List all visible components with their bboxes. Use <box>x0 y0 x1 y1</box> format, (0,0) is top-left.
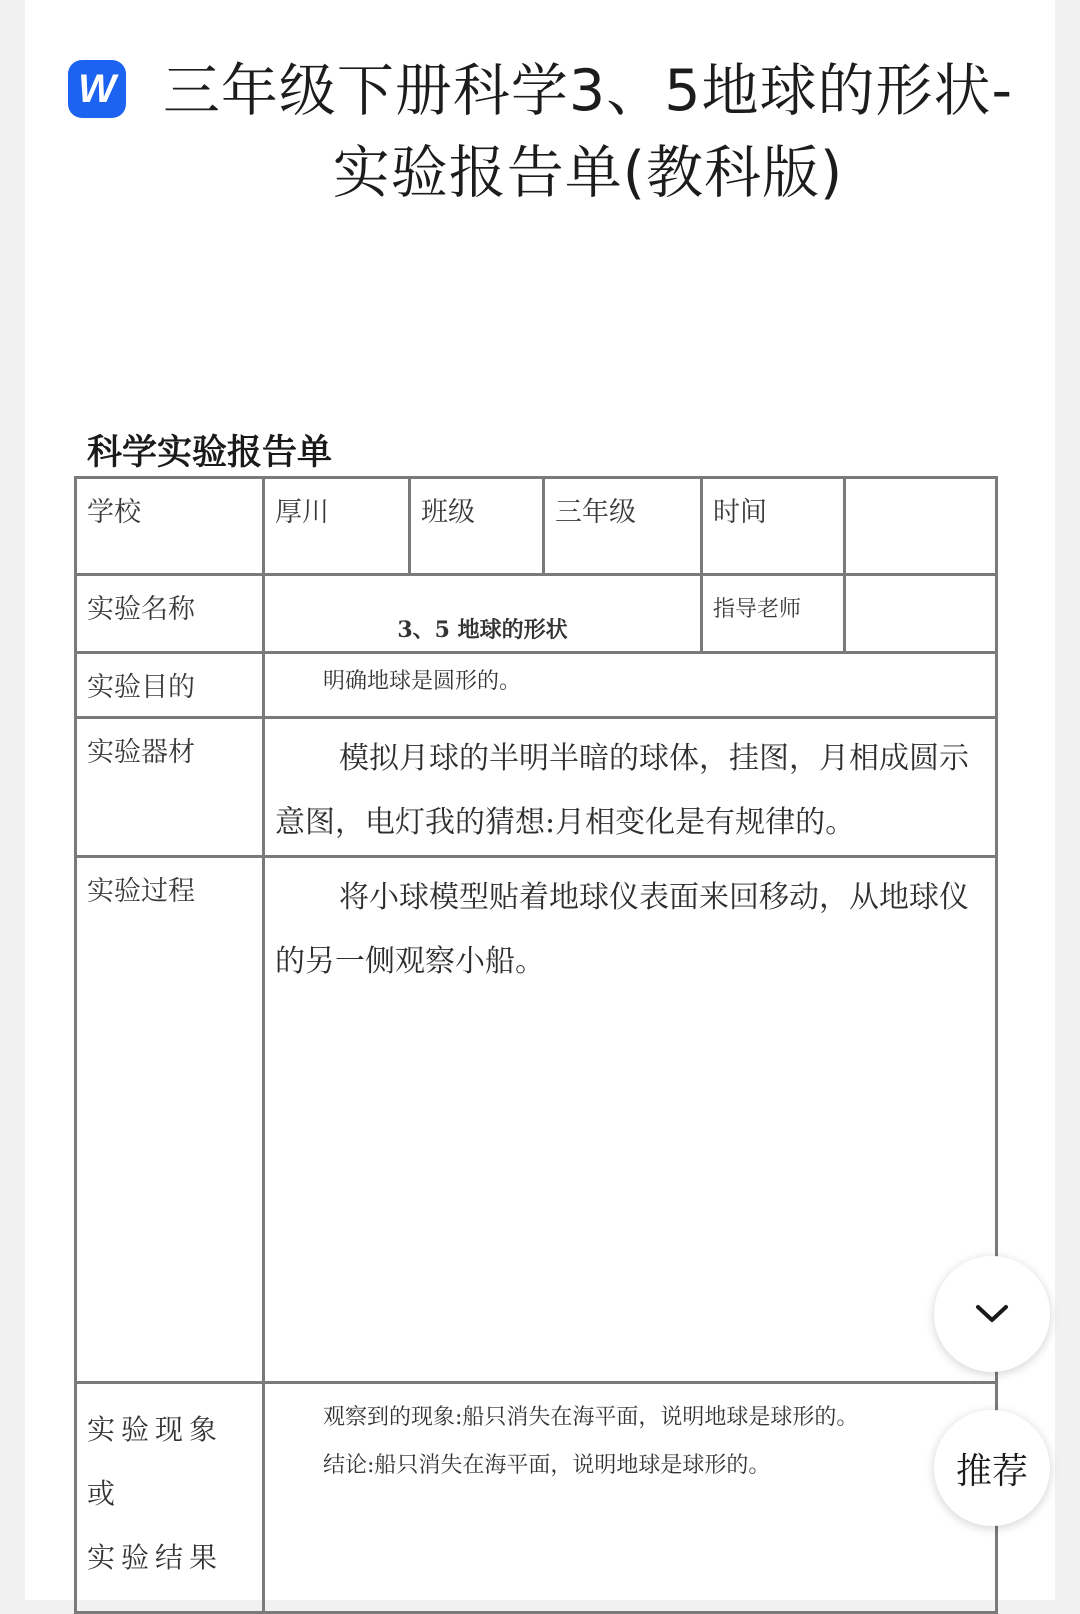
table-row-purpose <box>76 653 997 718</box>
table-row-materials <box>76 718 997 857</box>
result-label-line2: 实验结果 <box>87 1541 224 1574</box>
table-row-process <box>76 857 997 1383</box>
school-label: 学校 <box>76 478 264 575</box>
result-value <box>264 1383 997 1613</box>
word-doc-icon: W <box>68 60 126 118</box>
school-value: 厚川 <box>264 478 410 575</box>
conclusion-text: 结论:船只消失在海平面，说明地球是球形的。 <box>323 1453 771 1478</box>
purpose-value: 明确地球是圆形的。 <box>264 653 997 718</box>
result-label <box>76 1383 264 1613</box>
process-value: 将小球模型贴着地球仪表面来回移动，从地球仪的另一侧观察小船。 <box>264 857 997 1383</box>
report-heading: 科学实验报告单 <box>87 433 333 473</box>
recommend-button[interactable] <box>934 1410 1050 1526</box>
document-title: 三年级下册科学3、5地球的形状-实验报告单(教科版) <box>162 58 1014 206</box>
experiment-name-label: 实验名称 <box>76 575 264 653</box>
purpose-label: 实验目的 <box>76 653 264 718</box>
table-row-name <box>76 575 997 653</box>
recommend-label: 推荐 <box>955 1450 1028 1492</box>
chevron-down-icon <box>972 1302 1012 1326</box>
time-label: 时间 <box>702 478 845 575</box>
document-page <box>25 0 1055 1600</box>
materials-label: 实验器材 <box>76 718 264 857</box>
result-label-line1: 实验现象或 <box>87 1413 224 1510</box>
observation-text: 观察到的现象:船只消失在海平面，说明地球是球形的。 <box>323 1405 859 1430</box>
process-label: 实验过程 <box>76 857 264 1383</box>
table-row-result <box>76 1383 997 1613</box>
materials-value: 模拟月球的半明半暗的球体，挂图，月相成圆示意图，电灯我的猜想:月相变化是有规律的。 <box>264 718 997 857</box>
experiment-name-value: 3、5 地球的形状 <box>264 575 702 653</box>
table-row-info <box>76 478 997 575</box>
report-table <box>74 476 998 1614</box>
expand-button[interactable] <box>934 1256 1050 1372</box>
class-value: 三年级 <box>544 478 702 575</box>
document-header <box>25 40 1055 220</box>
teacher-label: 指导老师 <box>702 575 845 653</box>
time-value <box>845 478 997 575</box>
class-label: 班级 <box>410 478 544 575</box>
teacher-value <box>845 575 997 653</box>
